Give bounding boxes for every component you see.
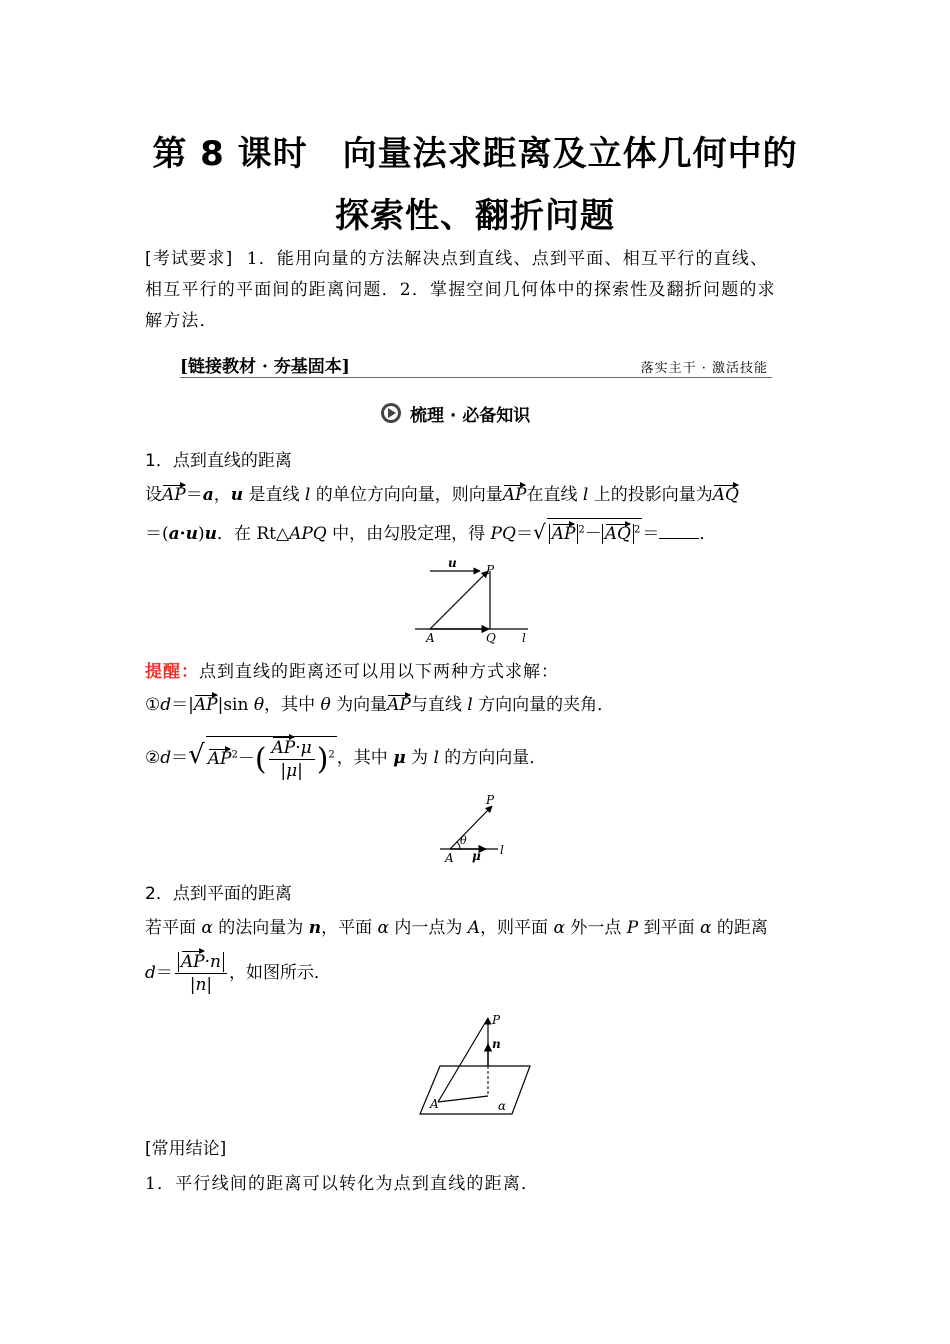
text: ＝| [171,695,194,715]
common-item1: 1．平行线间的距离可以转化为点到直线的距离． [145,1174,540,1194]
text: ＝ [155,963,173,983]
denominator: |n| [189,975,213,995]
text: ＝ [185,485,203,505]
text: 设 [145,485,162,505]
sqrt-icon: √ [188,740,205,770]
vec-ap: AP [207,748,232,769]
vec-aq: AQ [604,524,631,544]
var-alpha: α [377,918,389,938]
fig2-label-theta: θ [460,834,467,847]
fig1-label-a: A [426,631,435,645]
text: ，则平面 [480,918,554,938]
var-theta: θ [253,695,265,715]
text: ＝ [171,748,189,768]
var-alpha: α [201,918,213,938]
vec-ap: AP [387,695,411,715]
var-l: l [433,748,439,768]
text: 方向向量的夹角． [472,695,615,715]
s1-line1 [145,480,739,505]
hint-label: 提醒： [145,662,199,682]
sqrt-body: $AP^2-$( $\frac{AP\cdot\mu}{|\mu|}$ )$^2$ [207,737,335,781]
var-mu: μ [393,748,406,768]
sqrt-body [547,518,643,544]
var-d: d [160,695,172,715]
common-label: [常用结论] [145,1139,227,1159]
hint-line [145,657,559,682]
text: ① [145,695,161,715]
banner-right: 落实主干 · 激活技能 [640,361,768,376]
text: 在直线 [526,485,583,505]
var-alpha: α [700,918,712,938]
fraction [269,737,315,782]
section-header-text: 梳理 · 必备知识 [410,406,531,426]
figure-point-line [410,556,540,646]
requirement-line3: 解方法． [145,311,218,331]
var-n: n [308,918,322,938]
s1-heading: 1．点到直线的距离 [145,451,292,471]
fig3-label-p: P [492,1013,501,1027]
dot: · [179,524,186,544]
requirement-block [145,244,813,337]
fig1-label-p: P [486,563,495,577]
text: 外一点 [564,918,627,938]
var-u: u [185,524,198,544]
banner [180,352,772,378]
text: ) [197,524,205,544]
text: 为向量 [330,695,388,715]
denominator: |μ| [280,760,303,781]
var-a: a [168,524,180,544]
text: 到平面 [638,918,701,938]
requirement-line2: 相互平行的平面间的距离问题．2．掌握空间几何体中的探索性及翻折问题的求 [145,280,776,300]
fraction [175,951,227,996]
var-l: l [467,695,473,715]
exp: 2 [634,524,641,536]
fig3-label-a: A [430,1097,439,1111]
var-l: l [304,485,311,505]
page-subtitle: 探索性、翻折问题 [335,196,615,236]
banner-rule [180,377,772,378]
var-d: d [145,963,156,983]
fig2-label-mu: μ [472,849,481,863]
var-u: u [204,524,217,544]
fig1-label-u: u [448,556,457,570]
text: ， [213,485,231,505]
s1-line2 [145,518,716,544]
s2-line1 [145,913,768,938]
text: |sin [217,695,254,715]
text: ．在 Rt△ [216,524,290,544]
vec-ap: AP [502,485,527,505]
text: 上的投影向量为 [588,485,713,505]
fig2-label-l: l [500,843,504,857]
text: 的距离 [711,918,768,938]
var-a: A [467,918,481,938]
vec-aq: AQ [712,485,739,505]
text: 是直线 [243,485,305,505]
text: ② [145,748,161,768]
numerator-tail: ·n [204,952,221,972]
text: 若平面 [145,918,202,938]
s2-heading: 2．点到平面的距离 [145,884,292,904]
text: 内一点为 [388,918,468,938]
vec-ap: AP [162,485,186,505]
numerator-tail: ·μ [295,737,312,758]
exp: 2 [578,524,585,536]
fig3-label-alpha: α [498,1099,507,1113]
text: ，平面 [321,918,378,938]
var-a: a [202,485,214,505]
hint-method1 [145,690,614,715]
text: ，其中 [264,695,321,715]
vec-ap: AP [193,695,218,715]
vec-ap: AP [271,737,296,758]
exp: 2 [231,748,238,760]
fig2-label-a: A [445,851,454,865]
triangle-name: APQ [289,524,327,544]
text: 为 [405,748,434,768]
sqrt-icon: √ [532,520,546,544]
requirement-line1: 1．能用向量的方法解决点到直线、点到平面、相互平行的直线、 [246,249,769,269]
requirement-label: [考试要求] [145,249,234,269]
answer-blank[interactable] [659,522,699,539]
var-theta: θ [320,695,331,715]
text: ，其中 [336,748,394,768]
hint-text: 点到直线的距离还可以用以下两种方式求解： [199,662,559,682]
fig2-label-p: P [486,793,495,807]
figure-angle [436,792,526,868]
minus: － [237,748,255,769]
text: ． [699,524,717,544]
text: 的法向量为 [212,918,309,938]
var-p: P [626,918,639,938]
banner-left: [链接教材 · 夯基固本] [180,357,350,377]
text: ＝ [642,524,660,544]
page-title: 第 8 课时 向量法求距离及立体几何中的 [152,134,798,174]
var-u: u [230,485,244,505]
text: 中，由勾股定理，得 [326,524,491,544]
vec-ap: AP [180,952,205,972]
fig1-label-l: l [522,631,526,645]
play-icon [380,402,402,424]
var-pq: PQ [490,524,516,544]
fig3-label-n: n [492,1037,501,1051]
text: 的单位方向向量，则向量 [310,485,503,505]
vec-ap: AP [551,524,576,544]
text: 与直线 [410,695,468,715]
var-alpha: α [553,918,565,938]
text: ＝( [145,524,169,544]
s2-line2 [145,945,331,1001]
exp: 2 [328,748,335,760]
var-d: d [160,748,172,768]
var-l: l [582,485,589,505]
text: ＝ [515,524,533,544]
figure-point-plane [416,1012,536,1120]
hint-method2 [145,727,546,783]
minus: － [584,524,602,544]
fig1-label-q: Q [486,631,496,645]
text: ，如图所示． [228,963,331,983]
text: 的方向向量． [438,748,547,768]
